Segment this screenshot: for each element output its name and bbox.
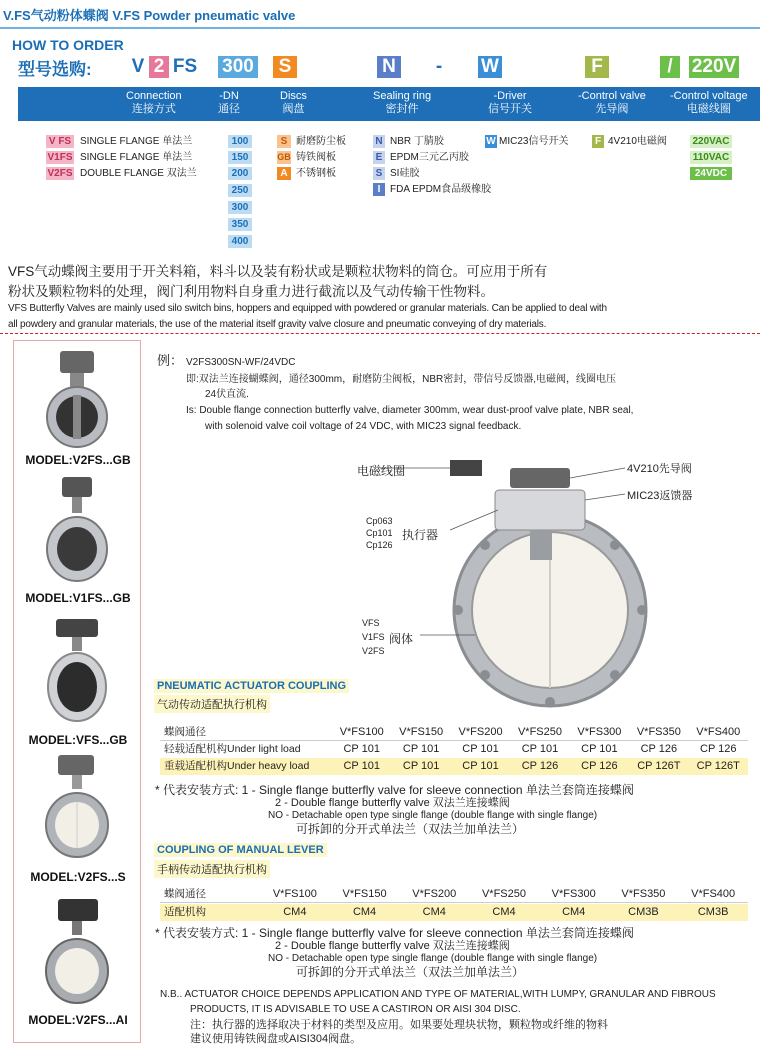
table-cell: CP 101: [402, 760, 440, 772]
manual-title-cn: 手柄传动适配执行机构: [154, 860, 270, 878]
table-cell: CP 101: [462, 743, 499, 755]
install-note-line2: 2 - Double flange butterfly valve 双法兰连接蝶阀: [275, 940, 510, 952]
table-cell: CM4: [422, 906, 446, 918]
model-label: MODEL:VFS...GB: [28, 733, 128, 747]
table-cell: CP 126: [640, 743, 678, 755]
table-cell: V*FS150: [399, 726, 444, 738]
order-column-header: [18, 87, 760, 121]
col-dn-en: -DN: [219, 90, 239, 102]
code-dash: -: [435, 56, 443, 77]
table-cell: CP 101: [462, 760, 499, 772]
dn-option: 250: [228, 184, 252, 197]
callout-body-model: VFS: [362, 618, 380, 628]
table-cell: V*FS250: [481, 888, 526, 900]
code-disc: S: [273, 56, 297, 78]
row-label: 蝶阀通径: [164, 888, 206, 900]
conn-label: SINGLE FLANGE 单法兰: [80, 152, 193, 163]
driver-label: MIC23信号开关: [499, 136, 569, 147]
table-cell: V*FS100: [339, 726, 384, 738]
dn-option: 150: [228, 151, 252, 164]
dn-option: 400: [228, 235, 252, 248]
table-cell: V*FS350: [621, 888, 666, 900]
code-control: F: [585, 56, 609, 78]
row-label: 轻载适配机构Under light load: [164, 743, 301, 755]
model-label: MODEL:V2FS...GB: [25, 453, 131, 467]
col-discs-en: Discs: [280, 90, 307, 102]
disc-code: GB: [277, 152, 291, 162]
col-voltage-en: -Control voltage: [670, 90, 748, 102]
table-cell: CP 126: [581, 760, 618, 772]
disc-label: 铸铁阀板: [296, 152, 336, 163]
install-note-line3: NO - Detachable open type single flange (double flange with single flange): [268, 810, 598, 821]
table-cell: V*FS400: [696, 726, 741, 738]
valve-photo-v1fs-gb: [42, 475, 112, 587]
table-cell: CM4: [562, 906, 586, 918]
seal-code: I: [373, 183, 385, 196]
seal-label: EPDM三元乙丙胶: [390, 152, 469, 163]
col-voltage-cn: 电磁线圈: [686, 103, 731, 115]
disc-code: A: [277, 167, 291, 180]
table-cell: V*FS150: [342, 888, 387, 900]
table-cell: CP 101: [402, 743, 440, 755]
code-seal: N: [377, 56, 401, 78]
code-2: 2: [149, 56, 169, 78]
callout-actuator: 执行器: [402, 528, 439, 542]
how-to-order-heading: HOW TO ORDER: [12, 37, 124, 53]
pneumatic-light-row: [160, 741, 748, 758]
col-dn-cn: 通径: [218, 103, 240, 115]
pneumatic-title-cn: 气动传动适配执行机构: [154, 695, 270, 713]
callout-body: 阀体: [389, 632, 414, 646]
table-cell: CP 126: [700, 743, 737, 755]
manual-header-row: [160, 886, 748, 903]
page-title: V.FS气动粉体蝶阀 V.FS Powder pneumatic valve: [3, 8, 296, 23]
install-note-line4: 可拆卸的分开式单法兰（双法兰加单法兰）: [296, 965, 525, 979]
manual-title-en: COUPLING OF MANUAL LEVER: [154, 843, 327, 857]
row-label: 蝶阀通径: [164, 726, 206, 738]
col-control-cn: 先导阀: [595, 103, 629, 115]
seal-code: S: [373, 167, 385, 180]
code-fs: FS: [172, 56, 198, 77]
code-dn: 300: [218, 56, 258, 78]
manual-row: [160, 904, 748, 921]
disc-code: S: [277, 135, 291, 148]
callout-actuator-model: Cp126: [366, 540, 393, 550]
voltage-option: 220VAC: [690, 135, 732, 148]
row-label: 重载适配机构Under heavy load: [164, 760, 310, 772]
voltage-option: 110VAC: [690, 151, 732, 164]
desc-cn-line1: VFS气动蝶阀主要用于开关料箱，料斗以及装有粉状或是颗粒状物料的筒仓。可应用于所有: [8, 264, 548, 279]
model-label: MODEL:V2FS...S: [30, 870, 126, 884]
col-driver-en: -Driver: [493, 90, 527, 102]
dn-option: 200: [228, 167, 252, 180]
conn-code: V1FS: [47, 152, 73, 163]
table-cell: CP 126T: [637, 760, 681, 772]
col-driver-cn: 信号开关: [488, 103, 532, 115]
col-control-en: -Control valve: [578, 90, 646, 102]
dn-option: 300: [228, 201, 252, 214]
col-connection-cn: 连接方式: [131, 103, 176, 115]
callout-feedback: MIC23返馈器: [627, 490, 693, 502]
driver-code: W: [486, 136, 496, 147]
disc-label: 耐磨防尘板: [296, 136, 346, 147]
model-label: MODEL:V1FS...GB: [25, 591, 131, 605]
control-label: 4V210电磁阀: [608, 136, 667, 147]
table-cell: V*FS250: [517, 726, 562, 738]
install-note-line1: * 代表安装方式: 1 - Single flange butterfly valve for sleeve connection 单法兰套筒连接蝶阀: [155, 783, 634, 797]
example-code: V2FS300SN-WF/24VDC: [186, 357, 296, 368]
dn-option: 350: [228, 218, 252, 231]
table-cell: CM4: [492, 906, 516, 918]
col-discs-cn: 阀盘: [282, 103, 305, 115]
model-gallery: [13, 340, 141, 1043]
seal-label: FDA EPDM食品级橡胶: [390, 184, 492, 195]
table-cell: CP 126T: [696, 760, 740, 772]
callout-actuator-model: Cp063: [366, 516, 393, 526]
table-cell: CP 101: [581, 743, 618, 755]
nb-line4: 建议使用铸铁阀盘或AISI304阀盘。: [190, 1033, 362, 1045]
table-cell: CP 126: [521, 760, 559, 772]
seal-label: SI硅胶: [390, 168, 420, 179]
table-cell: CP 101: [521, 743, 559, 755]
nb-line3: 注：执行器的选择取决于材料的类型及应用。如果要处理块状物，颗粒物或纤维的物料: [190, 1019, 608, 1031]
conn-label: DOUBLE FLANGE 双法兰: [80, 168, 197, 179]
valve-photo-v2fs-s: [42, 753, 112, 865]
header-rule: [0, 27, 760, 29]
table-cell: CM4: [352, 906, 377, 918]
desc-en-line1: VFS Butterfly Valves are mainly used silo switch bins, hoppers and equipped with powdered or granular materials. Can be applied to deal with: [8, 303, 607, 314]
table-cell: CM3B: [697, 906, 729, 918]
col-seal-en: Sealing ring: [373, 90, 432, 102]
table-cell: CM4: [283, 906, 307, 918]
example-en-line1: Is: Double flange connection butterfly valve, diameter 300mm, wear dust-proof valve plate, NBR seal,: [186, 405, 634, 416]
example-en-line2: with solenoid valve coil voltage of 24 VDC, with MIC23 signal feedback.: [205, 421, 522, 432]
desc-cn-line2: 粉状及颗粒物料的处理，阀门利用物料自身重力进行截流以及气动传输干性物料。: [8, 284, 494, 299]
callout-body-model: V2FS: [362, 646, 385, 656]
table-cell: V*FS200: [412, 888, 457, 900]
callout-body-model: V1FS: [362, 632, 385, 642]
example-cn-line1: 即:双法兰连接蝴蝶阀，通径300mm，耐磨防尘阀板，NBR密封，带信号反馈器,电磁阀，线圈电压: [186, 374, 617, 385]
install-note-line1: * 代表安装方式: 1 - Single flange butterfly valve for sleeve connection 单法兰套筒连接蝶阀: [155, 926, 634, 940]
table-cell: V*FS300: [551, 888, 596, 900]
callout-pilot: 4V210先导阀: [627, 463, 692, 475]
seal-code: N: [373, 135, 385, 148]
callout-coil: 电磁线圈: [357, 464, 406, 478]
voltage-option: 24VDC: [690, 167, 732, 180]
install-note-line3: NO - Detachable open type single flange (double flange with single flange): [268, 953, 598, 964]
table-cell: V*FS350: [636, 726, 681, 738]
desc-en-line2: all powdery and granular materials, the use of the material itself gravity valve closure and pneumatic conveying of dry materials.: [8, 319, 547, 330]
valve-diagram: [380, 450, 660, 710]
dn-option: 100: [228, 135, 252, 148]
table-cell: CP 101: [343, 760, 380, 772]
row-label: 适配机构: [164, 906, 206, 918]
example-label: 例：: [157, 353, 184, 368]
control-code: F: [592, 135, 604, 148]
pneumatic-heavy-row: [160, 758, 748, 775]
table-cell: V*FS200: [458, 726, 503, 738]
table-cell: CP 101: [343, 743, 380, 755]
code-slash: /: [660, 56, 680, 78]
valve-photo-v2fs-gb: [42, 349, 112, 449]
section-divider: [0, 333, 760, 334]
seal-label: NBR 丁腈胶: [390, 136, 444, 147]
conn-code: V FS: [46, 135, 74, 148]
code-voltage: 220V: [689, 56, 739, 78]
callout-actuator-model: Cp101: [366, 528, 393, 538]
table-cell: V*FS100: [272, 888, 317, 900]
pneumatic-header-row: [160, 724, 748, 741]
valve-photo-vfs-gb: [42, 617, 112, 727]
nb-line2: PRODUCTS, IT IS ADVISABLE TO USE A CASTIRON OR AISI 304 DISC.: [190, 1004, 521, 1015]
pneumatic-title-en: PNEUMATIC ACTUATOR COUPLING: [154, 679, 349, 693]
nb-line1: N.B.. ACTUATOR CHOICE DEPENDS APPLICATION AND TYPE OF MATERIAL,WITH LUMPY, GRANULAR AND FIBROUS: [160, 989, 716, 1000]
table-cell: V*FS300: [577, 726, 622, 738]
col-seal-cn: 密封件: [385, 103, 419, 115]
model-select-label: 型号选购:: [18, 60, 92, 79]
disc-label: 不锈钢板: [296, 168, 336, 179]
col-connection-en: Connection: [126, 90, 182, 102]
conn-label: SINGLE FLANGE 单法兰: [80, 136, 193, 147]
install-note-line4: 可拆卸的分开式单法兰（双法兰加单法兰）: [296, 822, 525, 836]
table-cell: V*FS400: [691, 888, 736, 900]
code-v: V: [131, 56, 145, 77]
code-driver: W: [478, 56, 502, 78]
example-cn-line2: 24伏直流.: [205, 389, 249, 400]
valve-photo-v2fs-ai: [42, 897, 112, 1009]
seal-code: E: [373, 151, 385, 164]
install-note-line2: 2 - Double flange butterfly valve 双法兰连接蝶阀: [275, 797, 510, 809]
table-cell: CM3B: [628, 906, 659, 918]
model-label: MODEL:V2FS...AI: [28, 1013, 128, 1027]
conn-code: V2FS: [47, 168, 73, 179]
